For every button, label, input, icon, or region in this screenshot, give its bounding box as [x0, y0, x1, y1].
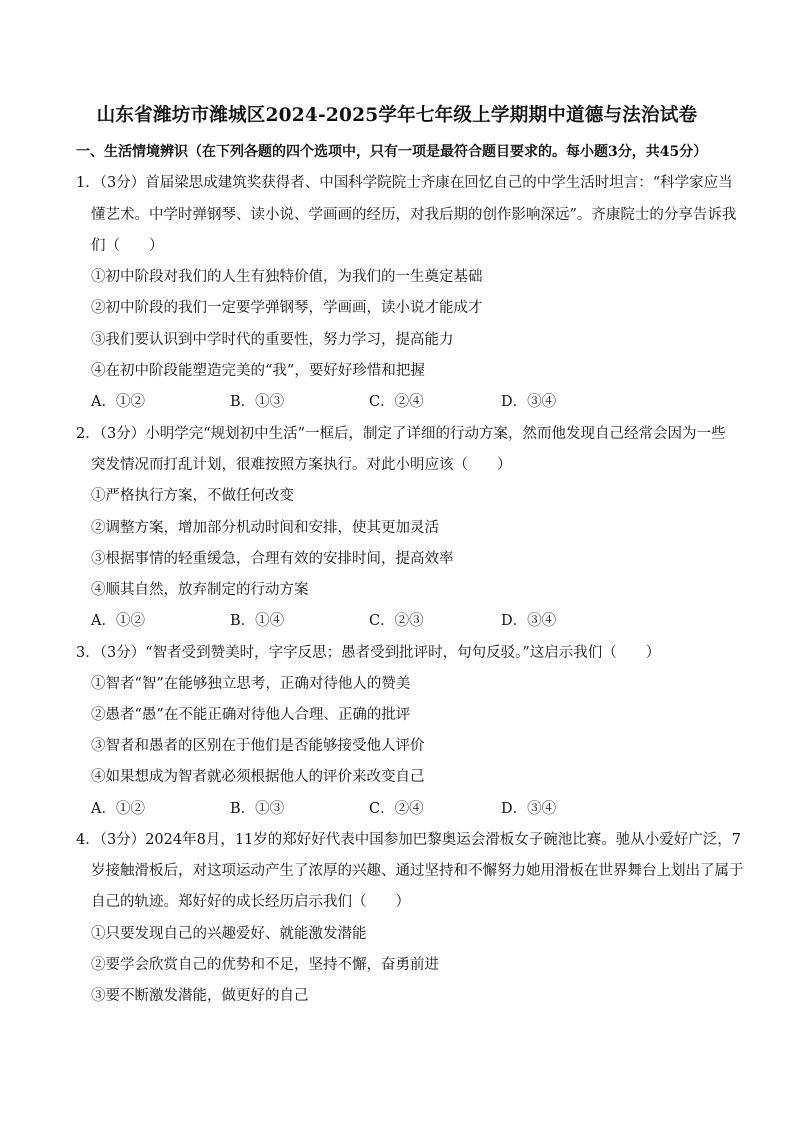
section-heading: 一、生活情境辨识（在下列各题的四个选项中，只有一项是最符合题目要求的。每小题3分，共45分）: [76, 144, 708, 160]
question-2-choice-b: B．①④: [230, 613, 285, 629]
question-1-choice-b: B．①③: [230, 394, 285, 410]
question-1-choice-d: D．③④: [501, 394, 557, 410]
exam-title: 山东省潍坊市潍城区2024-2025学年七年级上学期期中道德与法治试卷: [96, 105, 698, 126]
question-3-choice-d: D．③④: [501, 801, 557, 817]
question-2-line-1: 2．（3分）小明学完“规划初中生活”一框后，制定了详细的行动方案，然而他发现自己经常会因为一些: [76, 426, 726, 442]
question-3-choice-b: B．①③: [230, 801, 285, 817]
question-2-choice-d: D．③④: [501, 613, 557, 629]
question-1-line-1: 1．（3分）首届梁思成建筑奖获得者、中国科学院院士齐康在回忆自己的中学生活时坦言：“科学家应当: [76, 175, 733, 191]
question-2-option-3: ③根据事情的轻重缓急，合理有效的安排时间，提高效率: [91, 551, 454, 567]
question-1-choice-a: A．①②: [91, 394, 145, 410]
question-3-option-2: ②愚者“愚”在不能正确对待他人合理、正确的批评: [91, 707, 411, 723]
question-1-option-4: ④在初中阶段能塑造完美的“我”，要好好珍惜和把握: [91, 363, 425, 379]
question-1-option-1: ①初中阶段对我们的人生有独特价值，为我们的一生奠定基础: [91, 269, 483, 285]
question-3-line-1: 3．（3分）“智者受到赞美时，字字反思；愚者受到批评时，句句反驳。”这启示我们（ ）: [76, 645, 661, 661]
question-3-choice-a: A．①②: [91, 801, 145, 817]
question-4-option-3: ③要不断激发潜能，做更好的自己: [91, 988, 309, 1004]
question-2-option-4: ④顺其自然，放弃制定的行动方案: [91, 582, 309, 598]
question-3-option-1: ①智者“智”在能够独立思考，正确对待他人的赞美: [91, 676, 411, 692]
question-2-choice-c: C．②③: [369, 613, 424, 629]
question-2-option-2: ②调整方案，增加部分机动时间和安排，使其更加灵活: [91, 520, 439, 536]
question-3-option-3: ③智者和愚者的区别在于他们是否能够接受他人评价: [91, 738, 425, 754]
question-1-option-3: ③我们要认识到中学时代的重要性，努力学习，提高能力: [91, 332, 454, 348]
question-1-line-3: 们（ ）: [91, 238, 164, 254]
question-2-line-2: 突发情况而打乱计划，很难按照方案执行。对此小明应该（ ）: [91, 457, 512, 473]
question-1-choice-c: C．②④: [369, 394, 424, 410]
question-4-option-2: ②要学会欣赏自己的优势和不足，坚持不懈，奋勇前进: [91, 957, 439, 973]
question-3-choice-c: C．②④: [369, 801, 424, 817]
question-2-option-1: ①严格执行方案，不做任何改变: [91, 488, 294, 504]
question-1-line-2: 懂艺术。中学时弹钢琴、读小说、学画画的经历，对我后期的创作影响深远”。齐康院士的分享告诉我: [91, 207, 737, 223]
question-4-option-1: ①只要发现自己的兴趣爱好、就能激发潜能: [91, 926, 367, 942]
question-4-line-1: 4．（3分）2024年8月，11岁的郑好好代表中国参加巴黎奥运会滑板女子碗池比赛。驰从小爱好广泛，7: [76, 832, 741, 848]
question-3-option-4: ④如果想成为智者就必须根据他人的评价来改变自己: [91, 769, 425, 785]
question-1-option-2: ②初中阶段的我们一定要学弹钢琴，学画画，读小说才能成才: [91, 300, 483, 316]
question-4-line-2: 岁接触滑板后，对这项运动产生了浓厚的兴趣、通过坚持和不懈努力她用滑板在世界舞台上划出了属于: [91, 863, 744, 879]
question-2-choice-a: A．①②: [91, 613, 145, 629]
question-4-line-3: 自己的轨迹。郑好好的成长经历启示我们（ ）: [91, 894, 410, 910]
